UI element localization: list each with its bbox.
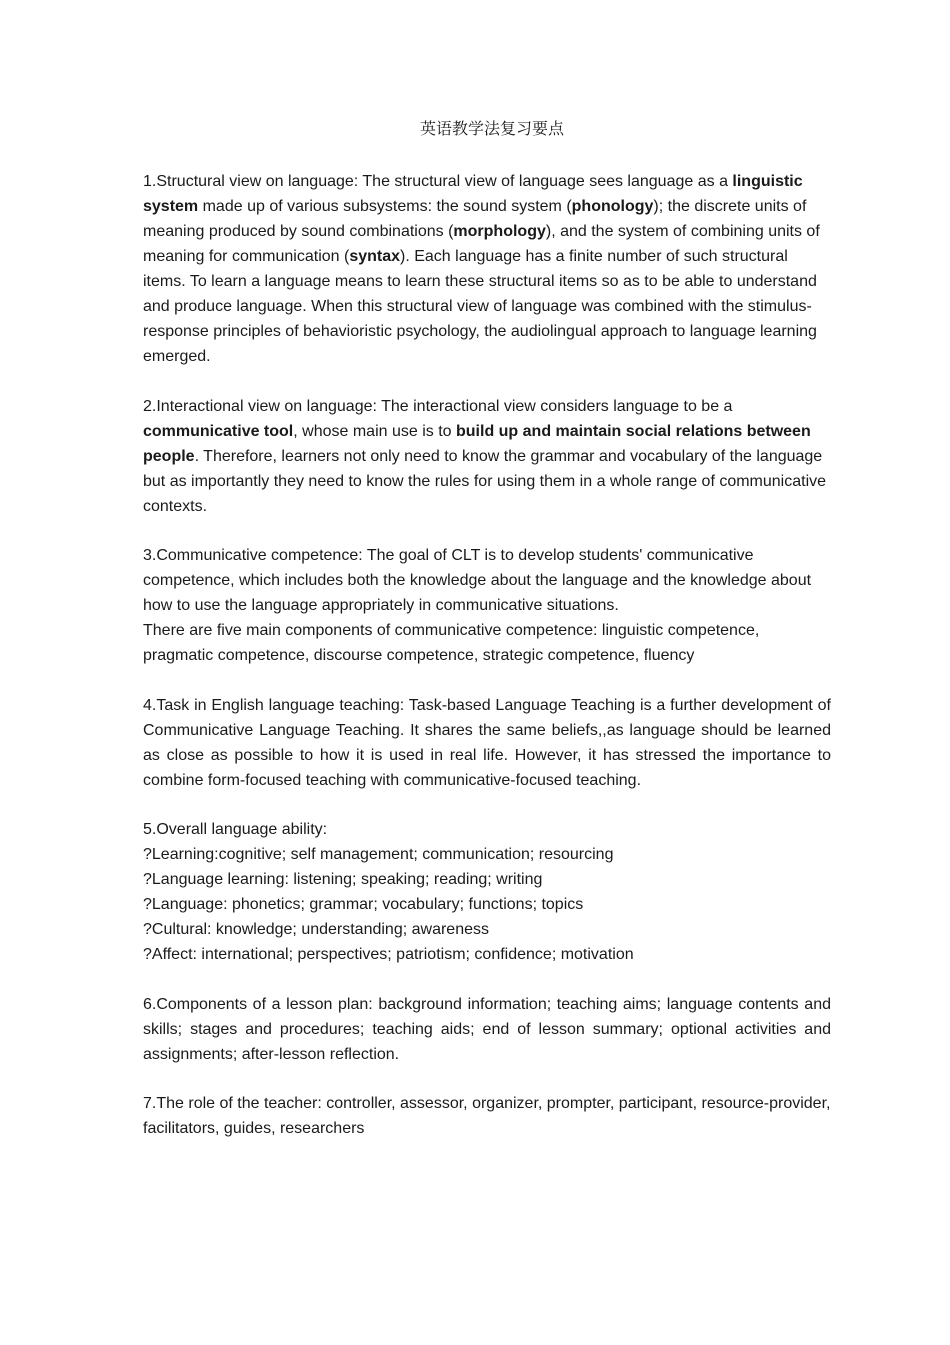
section-1-heading: 1.Structural view on language <box>143 173 354 190</box>
section-task-teaching <box>143 693 831 793</box>
section-2-heading: 2.Interactional view on language <box>143 397 373 415</box>
list-item: ?Language learning: listening; speaking; reading; writing <box>143 871 543 888</box>
document-page <box>143 116 831 1166</box>
list-item: ?Affect: international; perspectives; patriotism; confidence; motivation <box>143 946 634 963</box>
section-communicative-competence <box>143 543 831 668</box>
section-6-paragraph: 6.Components of a lesson plan: background information; teaching aims; language contents and skills; stages and procedures; teaching aids; end of lesson summary; optional activities and assignments; after-lesson reflection. <box>143 995 831 1063</box>
section-interactional-view <box>143 394 831 519</box>
section-7-paragraph: 7.The role of the teacher: controller, assessor, organizer, prompter, participant, resource-provider, facilitators, guides, researchers <box>143 1095 831 1137</box>
term-morphology: morphology <box>453 223 546 240</box>
document-title: 英语教学法复习要点 <box>419 119 564 138</box>
section-3-paragraph-2: There are five main components of communicative competence: linguistic competence, pragmatic competence, discourse competence, strategic competence, fluency <box>143 622 760 664</box>
list-item: ?Learning:cognitive; self management; communication; resourcing <box>143 846 614 863</box>
section-teacher-role <box>143 1091 831 1141</box>
term-linguistic-system: linguistic system <box>143 173 803 215</box>
term-social-relations: build up and maintain social relations between people <box>143 422 811 465</box>
section-5-heading: 5.Overall language ability: <box>143 821 328 838</box>
term-communicative-tool: communicative tool <box>143 422 294 440</box>
list-item: ?Language: phonetics; grammar; vocabulary; functions; topics <box>143 896 584 913</box>
section-1-text-1: : The structural view of language sees language as a <box>353 173 733 190</box>
section-1-paragraph <box>143 169 831 369</box>
list-item: ?Cultural: knowledge; understanding; awareness <box>143 921 489 938</box>
section-1-text-5: ). Each language has a finite number of such structural items. To learn a language means to learn these structural items so as to be able to understand and produce language. When this structural view of language was combined with the stimulus-response principles of behavioristic psychology, the audiolingual approach to language learning emerged. <box>143 248 817 365</box>
section-2-text-1: : The interactional view considers language to be a <box>372 397 733 415</box>
section-1-text-3: ); the discrete units of meaning produced by sound combinations ( <box>143 198 807 240</box>
section-language-ability <box>143 817 831 967</box>
section-structural-view <box>143 169 831 369</box>
term-phonology: phonology <box>571 198 654 215</box>
term-syntax: syntax <box>349 248 401 265</box>
section-2-text-2: , whose main use is to <box>293 422 456 440</box>
section-2-paragraph <box>143 394 831 519</box>
section-3-paragraph-1 <box>143 543 831 618</box>
section-1-text-4: ), and the system of combining units of meaning for communication ( <box>143 223 820 265</box>
section-1-text-2: made up of various subsystems: the sound system ( <box>198 198 572 215</box>
section-3-text-1: : The goal of CLT is to develop students' communicative competence, which includes both the knowledge about the language and the knowledge about how to use the language appropriately in communicative situations. <box>143 547 812 614</box>
section-3-heading: 3.Communicative competence <box>143 547 359 564</box>
section-lesson-plan <box>143 992 831 1067</box>
section-4-paragraph: 4.Task in English language teaching: Task-based Language Teaching is a further development of Communicative Language Teaching. It shares the same beliefs,,as language should be learned as close as possible to how it is used in real life. However, it has stressed the importance to combine form-focused teaching with communicative-focused teaching. <box>143 696 831 789</box>
section-2-text-3: . Therefore, learners not only need to know the grammar and vocabulary of the language but as importantly they need to know the rules for using them in a whole range of communicative contexts. <box>143 447 827 515</box>
